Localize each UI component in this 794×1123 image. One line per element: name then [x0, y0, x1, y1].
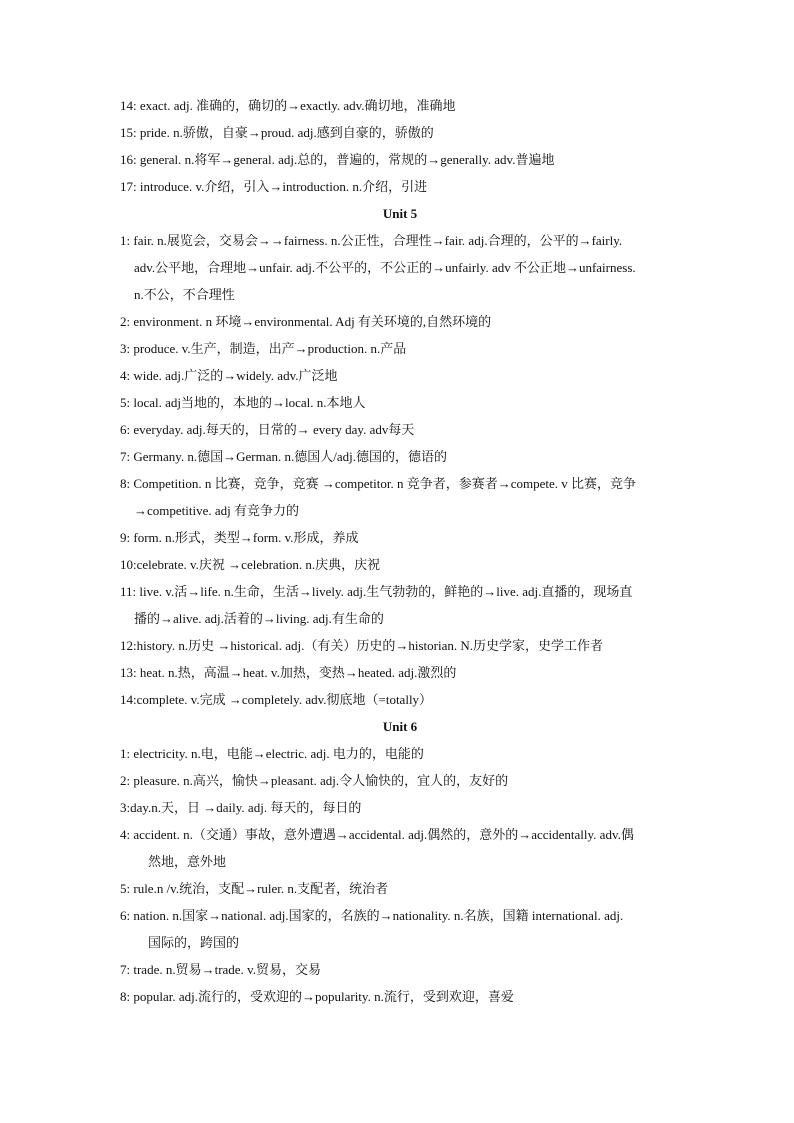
- entry-line: 3: produce. v.生产，制造，出产→production. n.产品: [120, 341, 407, 356]
- entry-line: 5: rule.n /v.统治，支配→ruler. n.支配者，统治者: [120, 881, 389, 896]
- entry-line: 6: nation. n.国家→national. adj.国家的，名族的→nationality. n.名族，国籍 international. adj.: [120, 908, 624, 923]
- vocab-entry: [120, 470, 680, 524]
- entry-line: 1: electricity. n.电，电能→electric. adj. 电力的，电能的: [120, 746, 424, 761]
- vocab-entry: [120, 983, 680, 1010]
- vocab-entry: [120, 335, 680, 362]
- vocab-entry: [120, 686, 680, 713]
- entry-line: 4: wide. adj.广泛的→widely. adv.广泛地: [120, 368, 338, 383]
- entry-line: 2: pleasure. n.高兴，愉快→pleasant. adj.令人愉快的，宜人的，友好的: [120, 773, 509, 788]
- entry-line: 4: accident. n.（交通）事故，意外遭遇→accidental. adj.偶然的，意外的→accidentally. adv.偶: [120, 827, 634, 842]
- vocabulary-document: [120, 92, 680, 1010]
- vocab-entry: [120, 767, 680, 794]
- entry-line: 15: pride. n.骄傲，自豪→proud. adj.感到自豪的，骄傲的: [120, 125, 434, 140]
- vocab-entry: [120, 227, 680, 308]
- vocab-entry: [120, 551, 680, 578]
- vocab-entry: [120, 92, 680, 119]
- entry-continuation-line: 然地，意外地: [148, 854, 227, 869]
- entry-line: 7: trade. n.贸易→trade. v.贸易，交易: [120, 962, 321, 977]
- entry-line: 7: Germany. n.德国→German. n.德国人/adj.德国的，德语的: [120, 449, 447, 464]
- vocab-entry: [120, 902, 680, 956]
- entry-line: 13: heat. n.热，高温→heat. v.加热，变热→heated. adj.激烈的: [120, 665, 457, 680]
- vocab-entry: [120, 956, 680, 983]
- vocab-entry: [120, 173, 680, 200]
- vocab-entry: [120, 524, 680, 551]
- entry-line: 1: fair. n.展览会，交易会→→fairness. n.公正性，合理性→fair. adj.合理的，公平的→fairly.: [120, 233, 623, 248]
- entry-continuation-line: 国际的，跨国的: [148, 935, 240, 950]
- vocab-entry: [120, 389, 680, 416]
- vocab-entry: [120, 416, 680, 443]
- entry-line: 16: general. n.将军→general. adj.总的，普遍的，常规的→generally. adv.普遍地: [120, 152, 555, 167]
- vocab-entry: [120, 362, 680, 389]
- entry-line: 9: form. n.形式，类型→form. v.形成，养成: [120, 530, 359, 545]
- entry-line: 5: local. adj当地的，本地的→local. n.本地人: [120, 395, 366, 410]
- entry-line: 17: introduce. v.介绍，引入→introduction. n.介绍，引进: [120, 179, 428, 194]
- vocab-entry: [120, 308, 680, 335]
- entry-line: 14: exact. adj. 准确的，确切的→exactly. adv.确切地，准确地: [120, 98, 456, 113]
- entry-continuation-line: n.不公，不合理性: [134, 287, 235, 302]
- vocab-entry: [120, 632, 680, 659]
- vocab-entry: [120, 578, 680, 632]
- entry-line: 8: popular. adj.流行的，受欢迎的→popularity. n.流行，受到欢迎，喜爱: [120, 989, 514, 1004]
- unit-heading: Unit 5: [382, 206, 418, 221]
- vocab-entry: [120, 794, 680, 821]
- entry-line: 12:history. n.历史 →historical. adj.（有关）历史的→historian. N.历史学家，史学工作者: [120, 638, 604, 653]
- vocab-entry: [120, 119, 680, 146]
- entry-line: 2: environment. n 环境→environmental. Adj 有关环境的,自然环境的: [120, 314, 492, 329]
- entry-continuation-line: adv.公平地，合理地→unfair. adj.不公平的，不公正的→unfairly. adv 不公正地→unfairness.: [134, 260, 636, 275]
- vocab-entry: [120, 740, 680, 767]
- vocab-entry: [120, 146, 680, 173]
- entry-continuation-line: 播的→alive. adj.活着的→living. adj.有生命的: [134, 611, 384, 626]
- entry-continuation-line: →competitive. adj 有竞争力的: [134, 503, 300, 518]
- vocab-entry: [120, 821, 680, 875]
- vocab-entry: [120, 659, 680, 686]
- entry-line: 6: everyday. adj.每天的，日常的→ every day. adv每天: [120, 422, 415, 437]
- unit-heading: Unit 6: [382, 719, 418, 734]
- entry-line: 14:complete. v.完成 →completely. adv.彻底地（=totally）: [120, 692, 433, 707]
- vocab-entry: [120, 875, 680, 902]
- entry-line: 10:celebrate. v.庆祝 →celebration. n.庆典，庆祝: [120, 557, 381, 572]
- vocab-entry: [120, 443, 680, 470]
- entry-line: 8: Competition. n 比赛，竞争，竞赛 →competitor. n 竞争者，参赛者→compete. v 比赛，竞争: [120, 476, 636, 491]
- entry-line: 11: live. v.活→life. n.生命，生活→lively. adj.生气勃勃的，鲜艳的→live. adj.直播的，现场直: [120, 584, 633, 599]
- entry-line: 3:day.n.天，日 →daily. adj. 每天的，每日的: [120, 800, 362, 815]
